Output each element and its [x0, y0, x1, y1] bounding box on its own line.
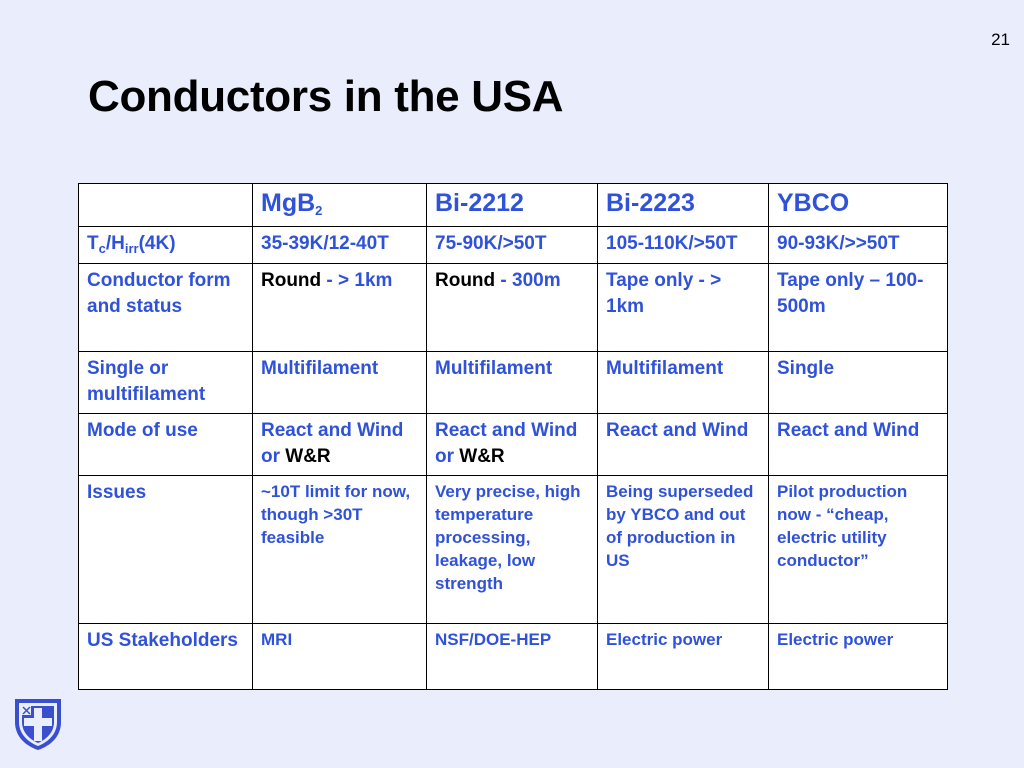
form-mgb2-length: - > 1km — [321, 270, 393, 291]
cell-filament-bi2212: Multifilament — [427, 352, 598, 414]
form-bi2212-length: - 300m — [495, 270, 561, 291]
cell-mode-mgb2 — [253, 414, 427, 476]
cell-tc-bi2212: 75-90K/>50T — [427, 227, 598, 264]
header-cell-bi2212: Bi-2212 — [427, 184, 598, 227]
table-row-stakeholders — [79, 624, 948, 690]
row-label-filament: Single or multifilament — [79, 352, 253, 414]
cell-stakeholders-mgb2: MRI — [253, 624, 427, 690]
header-mgb2-sub: 2 — [315, 203, 323, 218]
cell-form-ybco: Tape only – 100-500m — [769, 264, 948, 352]
cell-form-bi2212 — [427, 264, 598, 352]
header-cell-bi2223: Bi-2223 — [598, 184, 769, 227]
page-number: 21 — [991, 30, 1010, 49]
row-label-form: Conductor form and status — [79, 264, 253, 352]
cell-form-mgb2 — [253, 264, 427, 352]
cell-tc-mgb2: 35-39K/12-40T — [253, 227, 427, 264]
cell-mode-ybco: React and Wind — [769, 414, 948, 476]
row-label-mode: Mode of use — [79, 414, 253, 476]
table-row-tc — [79, 227, 948, 264]
conductors-table — [78, 183, 948, 690]
cell-filament-ybco: Single — [769, 352, 948, 414]
table-row-issues — [79, 476, 948, 624]
form-bi2212-round: Round — [435, 270, 496, 291]
table-row-header — [79, 184, 948, 227]
row-label-tc — [79, 227, 253, 264]
cell-stakeholders-bi2212: NSF/DOE-HEP — [427, 624, 598, 690]
row-label-issues: Issues — [79, 476, 253, 624]
form-mgb2-round: Round — [261, 270, 322, 291]
tc-label-t: T — [87, 233, 99, 254]
cell-filament-bi2223: Multifilament — [598, 352, 769, 414]
cell-filament-mgb2: Multifilament — [253, 352, 427, 414]
header-cell-ybco: YBCO — [769, 184, 948, 227]
cell-stakeholders-bi2223: Electric power — [598, 624, 769, 690]
cell-issues-bi2223: Being superseded by YBCO and out of production in US — [598, 476, 769, 624]
shield-cross-icon — [12, 696, 64, 752]
tc-label-h: /H — [105, 233, 125, 254]
tc-label-rest: (4K) — [138, 233, 176, 254]
cell-tc-bi2223: 105-110K/>50T — [598, 227, 769, 264]
header-cell-mgb2 — [253, 184, 427, 227]
table-row-form — [79, 264, 948, 352]
mode-bi2212-wr: W&R — [459, 446, 505, 467]
mode-mgb2-wr: W&R — [285, 446, 331, 467]
cell-tc-ybco: 90-93K/>>50T — [769, 227, 948, 264]
cell-issues-bi2212: Very precise, high temperature processing, leakage, low strength — [427, 476, 598, 624]
cell-issues-mgb2: ~10T limit for now, though >30T feasible — [253, 476, 427, 624]
table-row-mode — [79, 414, 948, 476]
mode-mgb2-text: React and Wind or — [261, 420, 404, 467]
row-label-stakeholders: US Stakeholders — [79, 624, 253, 690]
tc-label-c: c — [98, 241, 106, 256]
cell-stakeholders-ybco: Electric power — [769, 624, 948, 690]
cell-mode-bi2223: React and Wind — [598, 414, 769, 476]
cell-mode-bi2212 — [427, 414, 598, 476]
header-cell-empty — [79, 184, 253, 227]
tc-label-irr: irr — [124, 241, 139, 256]
slide-title: Conductors in the USA — [88, 72, 564, 121]
table-row-filament — [79, 352, 948, 414]
mode-bi2212-text: React and Wind or — [435, 420, 578, 467]
cell-issues-ybco: Pilot production now - “cheap, electric utility conductor” — [769, 476, 948, 624]
cell-form-bi2223: Tape only - > 1km — [598, 264, 769, 352]
header-mgb2-base: MgB — [261, 189, 316, 217]
